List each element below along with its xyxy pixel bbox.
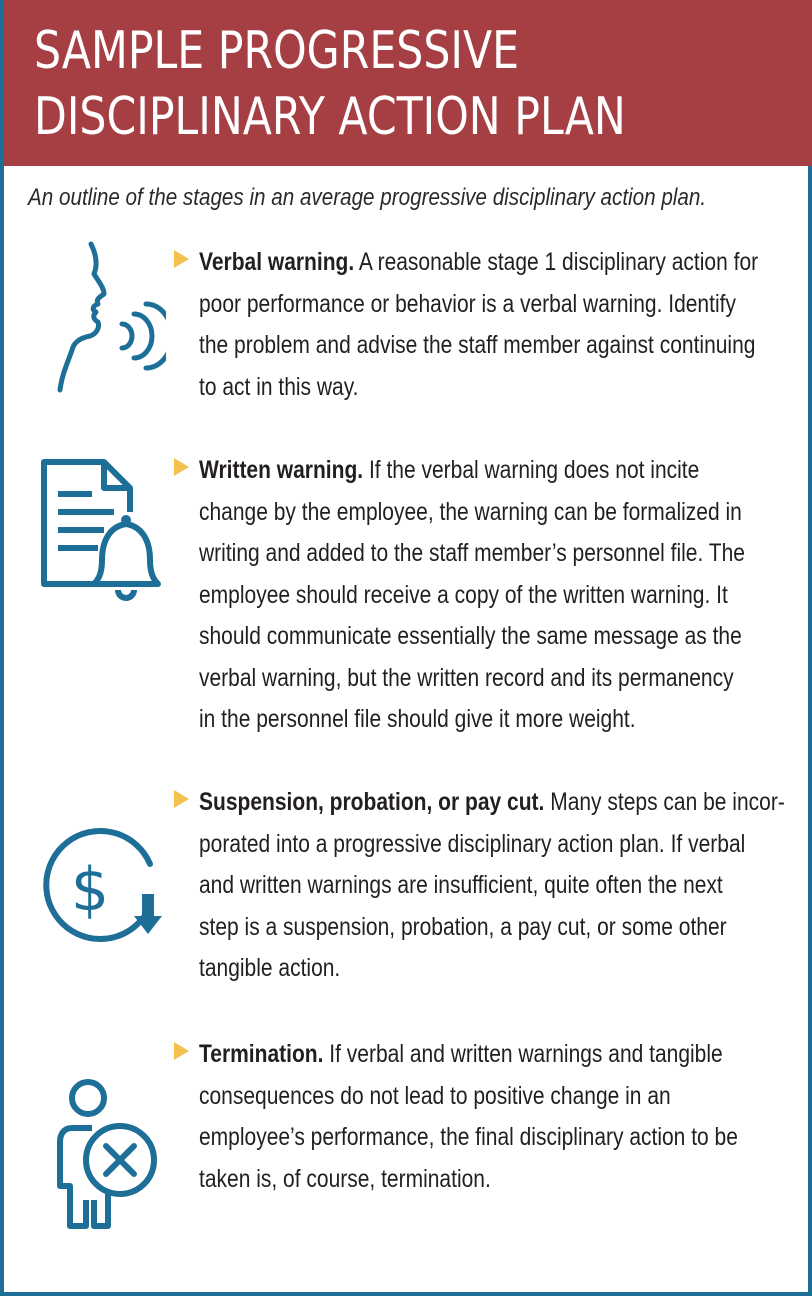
person-cancel-icon — [52, 1076, 164, 1236]
title-line-1: SAMPLE PROGRESSIVE — [34, 21, 520, 81]
stage-lead: Written warning. — [199, 456, 364, 484]
stage-text: Written warning. If the verbal warning does not incite change by the employee, the warning can be formalized in writing and added to the staff member’s personnel file. The employee should receive a copy of the written warning. It should communicate essentially the same message as the verbal warning, but the written record and its permanency in the personnel file should give it more weight. — [199, 456, 745, 733]
bullet-arrow-icon — [174, 458, 189, 476]
dollar-decrease-icon — [38, 820, 168, 950]
page-title — [34, 18, 626, 150]
svg-text:$: $ — [70, 855, 110, 925]
bullet-arrow-icon — [174, 790, 189, 808]
header-banner — [4, 0, 812, 166]
stage-lead: Verbal warning. — [199, 248, 355, 276]
stage-text: Suspension, probation, or pay cut. Many steps can be incor- porated into a progressive disciplinary action plan. If verbal and written warnings are insufficient, quite often the next step is a suspension, probation, a pay cut, or some other tangible action. — [199, 788, 785, 982]
document-bell-icon — [38, 456, 164, 606]
stage-text: Termination. If verbal and written warnings and tangible consequences do not lead to positive change in an employee’s performance, the final disciplinary action to be taken is, of course, termination. — [199, 1040, 738, 1193]
stage-lead: Suspension, probation, or pay cut. — [199, 788, 545, 816]
title-line-2: DISCIPLINARY ACTION PLAN — [34, 87, 626, 147]
bullet-arrow-icon — [174, 1042, 189, 1060]
subtitle: An outline of the stages in an average progressive disciplinary action plan. — [28, 184, 707, 211]
speaking-head-icon — [54, 240, 166, 396]
stage-lead: Termination. — [199, 1040, 324, 1068]
bullet-arrow-icon — [174, 250, 189, 268]
stage-text: Verbal warning. A reasonable stage 1 disciplinary action for poor performance or behavior is a verbal warning. Identify the problem and advise the staff member against continuing to act in this way. — [199, 248, 759, 401]
